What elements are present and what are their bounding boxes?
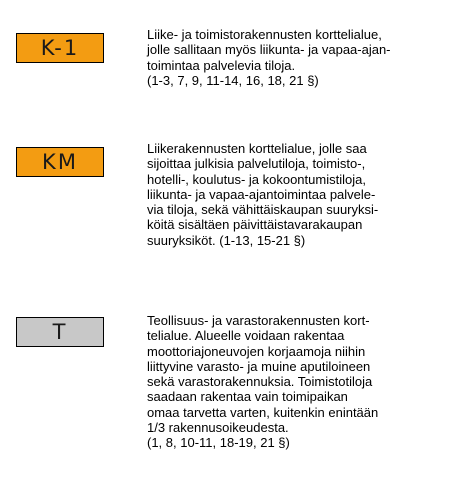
zone-code-km: KM [42,150,78,174]
zone-description-t: Teollisuus- ja varastorakennusten kort- telialue. Alueelle voidaan rakentaa moottoriajoneuvojen korjaamoja niihin liittyvine varasto- ja muine aputiloineen sekä varastorakennuksia. Toimistotiloja saadaan rakentaa vain toimipaikan omaa tarvetta varten, kuitenkin enintään 1/3 rakennusoikeudesta. (1, 8, 10-11, 18-19, 21 §) [147,313,379,451]
legend-entry-k1 [0,27,466,107]
zone-swatch-km [16,147,104,177]
zone-code-t: T [52,320,68,344]
zone-code-k1: K-1 [40,36,80,60]
legend-entry-km [0,141,466,281]
legend-entry-t [0,313,466,493]
zone-swatch-t [16,317,104,347]
zone-swatch-k1 [16,33,104,63]
zone-description-km: Liikerakennusten korttelialue, jolle saa sijoittaa julkisia palvelutiloja, toimisto-, hotelli-, koulutus- ja kokoontumistiloja, liikunta- ja vapaa-ajantoimintaa palvele- via tiloja, sekä vähittäiskaupan suuryksi- köitä sisältäen päivittäistavarakaupan suuryksiköt. (1-13, 15-21 §) [147,141,379,248]
zone-description-k1: Liike- ja toimistorakennusten korttelialue, jolle sallitaan myös liikunta- ja vapaa-ajan- toimintaa palvelevia tiloja. (1-3, 7, 9, 11-14, 16, 18, 21 §) [147,27,391,88]
